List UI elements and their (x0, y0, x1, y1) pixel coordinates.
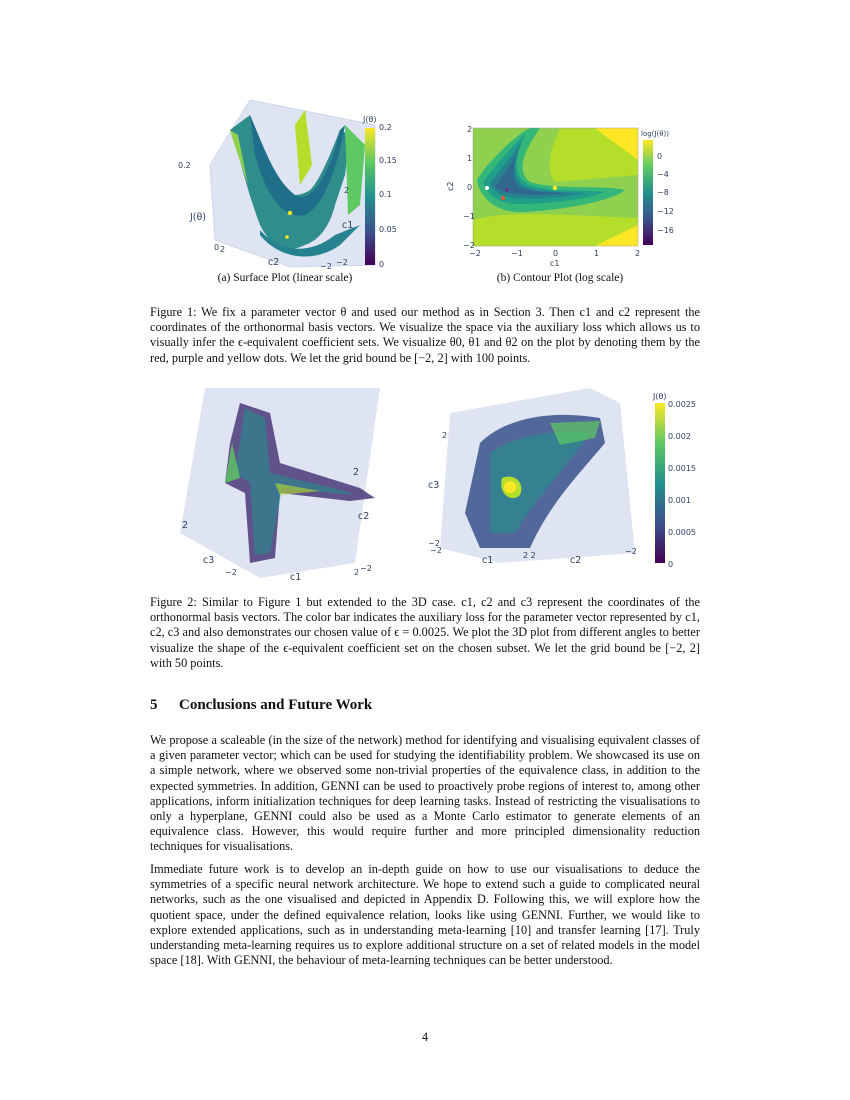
figure2-caption (150, 595, 700, 671)
fig1b-x-tick: −2 (469, 249, 481, 258)
figure2-caption-text: Similar to Figure 1 but extended to the 3D case. c1, c2 and c3 represent the coordinates of the orthonormal basis vectors. The color bar indicates the auxiliary loss for the parameter vector represented by c1, c2, c3 and also demonstrates our chosen value of ϵ = 0.0025. We plot the 3D plot from different angles to better visualize the shape of the ϵ-equivalent coefficient set on the chosen subset. We let the grid bound be [−2, 2] with 50 points. (150, 595, 700, 670)
fig2-left-tick: 2 (354, 568, 360, 577)
fig2-left-tick: 2 (182, 520, 189, 531)
figure1b-contour-plot (445, 120, 685, 275)
paragraph-2: Immediate future work is to develop an in-depth guide on how to use our visualisations to deduce the symmetries of a specific neural network architecture. We hope to extend such a guide to complicated neural networks, such as the one visualised and depicted in Appendix D. Following this, we will explore how the quotient space, under the defined equivalence relation, looks like using GENNI. Further, we would like to explore extended applications, such as in understanding meta-learning [10] and transfer learning [17]. Truly understanding meta-learning requires us to explore additional structure on a set of related models in the model space [18]. With GENNI, the behaviour of meta-learning techniques can be better understood. (150, 862, 700, 968)
fig2-left-tick: −2 (225, 568, 237, 577)
fig2-left-c1-label: c1 (290, 572, 302, 583)
fig1a-cb-tick: 0.15 (379, 156, 397, 165)
fig2-cb-tick: 0.002 (668, 432, 691, 441)
fig1b-colorbar (643, 140, 653, 245)
fig1b-y-tick: 1 (467, 154, 473, 163)
fig1a-x-tick-neg: −2 (320, 262, 332, 271)
fig2-right-c3-label: c3 (428, 480, 440, 491)
fig1b-x-tick: 1 (594, 249, 600, 258)
fig2-left-c3-label: c3 (203, 555, 215, 566)
fig1b-y-tick: 2 (467, 125, 473, 134)
fig2-right-tick: 2 (442, 431, 448, 440)
section-heading (150, 697, 372, 714)
fig1b-x-tick: 2 (635, 249, 641, 258)
fig1b-cb-tick: −16 (657, 226, 674, 235)
fig1a-x-label: c2 (268, 257, 280, 268)
fig1b-caption: (b) Contour Plot (log scale) (496, 272, 624, 284)
figure2-right-3d-plot (420, 383, 710, 578)
fig2-right-tick: −2 (625, 547, 637, 556)
fig1b-cb-tick: −12 (657, 207, 674, 216)
fig2-left-c2-label: c2 (358, 511, 370, 522)
fig1a-colorbar-title: J(θ) (363, 115, 377, 124)
fig1a-cb-tick: 0.2 (379, 123, 392, 132)
fig1a-side-tick-0: 0 (214, 243, 220, 252)
fig1b-cb-tick: 0 (657, 152, 663, 161)
fig1a-cb-tick: 0.1 (379, 190, 392, 199)
figure2-left-3d-plot (170, 383, 385, 588)
fig1b-y-tick: −2 (463, 241, 475, 250)
fig2-cb-tick: 0.0005 (668, 528, 696, 537)
page-number: 4 (421, 1030, 429, 1044)
fig1a-y-tick-neg: −2 (336, 258, 348, 267)
figure2-caption-label: Figure 2: (150, 595, 197, 609)
fig1b-y-tick: 0 (467, 183, 473, 192)
fig2-colorbar (655, 403, 665, 563)
fig1b-cb-tick: −4 (657, 170, 669, 179)
fig2-right-c2-label: c2 (570, 555, 582, 566)
figure1-caption-text: We fix a parameter vector θ and used our method as in Section 3. Then c1 and c2 represent the coordinates of the orthonormal basis vectors. We visualize the space via the auxiliary loss which allows us to visually infer the ϵ-equivalent coefficient sets. We visualize θ0, θ1 and θ2 on the plot by denoting them by the red, purple and yellow dots. We let the grid bound be [−2, 2] with 100 points. (150, 305, 700, 365)
fig2-left-tick: 2 (353, 467, 360, 478)
paragraph-1: We propose a scaleable (in the size of the network) method for identifying and visualising equivalent classes of a given parameter vector; which can be used for studying the identifiability problem. We showcased its use on a simple network, where we observed some non-trivial properties of the equivalence class, in addition to the expected symmetries. In addition, GENNI can be used to proactively probe regions of interest to, among other applications, inform initialization techniques for deep learning tasks. Instead of restricting the visualisations to only a hyperplane, GENNI could also be used as a Monte Carlo estimator to generate elements of an equivalence class. However, this would require further and more principled dimensionality reduction techniques for visualisations. (150, 733, 700, 854)
fig2-cb-tick: 0 (668, 560, 674, 569)
fig2-right-tick: −2 (430, 546, 442, 555)
fig2-left-tick: −2 (360, 564, 372, 573)
fig1a-colorbar (365, 128, 375, 265)
figure1a-surface-plot (170, 95, 420, 275)
fig2-cb-tick: 0.0015 (668, 464, 696, 473)
fig1a-z-top-tick: 0.2 (178, 161, 191, 170)
fig1b-x-tick: 0 (553, 249, 559, 258)
fig2-cb-tick: 0.001 (668, 496, 691, 505)
fig1a-caption: (a) Surface Plot (linear scale) (217, 272, 353, 284)
fig1a-cb-tick: 0.05 (379, 225, 397, 234)
figure1-caption (150, 305, 700, 366)
fig1a-z-axis-label: J(θ) (190, 212, 207, 223)
fig1b-cb-tick: −8 (657, 188, 669, 197)
figure1-caption-label: Figure 1: (150, 305, 197, 319)
fig2-right-tick: −2 (428, 539, 440, 548)
fig1a-y-tick-pos: 2 (344, 186, 350, 195)
fig1b-y-label: c2 (446, 181, 455, 191)
fig2-right-c1-label: c1 (482, 555, 494, 566)
fig1b-x-label: c1 (550, 259, 560, 268)
fig1b-x-tick: −1 (511, 249, 523, 258)
section-number: 5 (150, 697, 158, 713)
fig2-colorbar-title: J(θ) (653, 392, 667, 401)
fig1a-side-tick-2: 2 (220, 245, 226, 254)
fig1a-cb-tick: 0 (379, 260, 385, 269)
section-title: Conclusions and Future Work (179, 697, 373, 713)
fig1b-y-tick: −1 (463, 212, 475, 221)
fig1a-y-label: c1 (342, 220, 354, 231)
fig2-cb-tick: 0.0025 (668, 400, 696, 409)
fig1b-colorbar-title: log(J(θ)) (641, 130, 669, 138)
fig2-right-tick: 2 2 (523, 551, 536, 560)
